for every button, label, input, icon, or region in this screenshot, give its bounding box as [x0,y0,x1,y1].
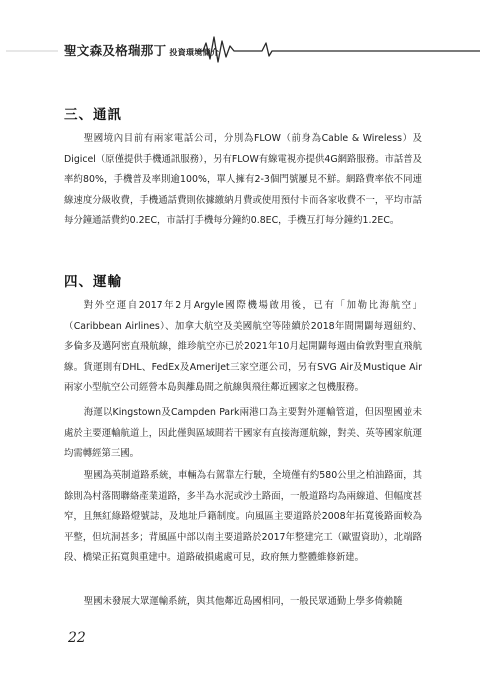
paragraph-communications: 聖國境內目前有兩家電話公司，分別為FLOW（前身為Cable & Wireless）及Digicel（原僅提供手機通訊服務），另有FLOW有線電視亦提供4G網路服務。市話普及率約80%，手機普及率則逾100%，單人擁有2-3個門號屢見不鮮。網路費率依不同連線速度分級收費，手機通話費則依據繳納月費或使用預付卡而各家收費不一，平均市話每分鐘通話費約0.2EC，市話打手機每分鐘約0.8EC，手機互打每分鐘約1.2EC。 [64,133,422,226]
section-heading-transportation: 四、運輸 [64,274,122,290]
paragraph-road-system: 聖國為英制道路系統，車輛為右駕靠左行駛，全境僅有約580公里之柏油路面，其餘則為村落間聯絡產業道路，多半為水泥或沙土路面，一般道路均為兩線道、但幅度甚窄，且無紅綠路燈號誌，及地址戶籍制度。向風區主要道路於2008年拓寬後路面較為平整，但坑洞甚多；背風區中部以南主要道路於2017年整建完工（歐盟資助），北端路段、橋梁正拓寬與重建中。道路破損處處可見，政府無力整體維修新建。 [64,470,422,563]
section-heading-communications: 三、通訊 [64,107,122,123]
paragraph-air-transport: 對外空運自2017年2月Argyle國際機場啟用後，已有「加勒比海航空」（Caribbean Airlines）、加拿大航空及美國航空等陸續於2018年間開闢每週紐約、多倫多及邁阿密直飛航線，維珍航空亦已於2021年10月起開闢每週由倫敦對聖直飛航線。貨運則有DHL、FedEx及AmeriJet三家空運公司，另有SVG Air及Mustique Air兩家小型航空公司經營本島與離島間之航線與飛往鄰近國家之包機服務。 [64,300,422,393]
paragraph-public-transport: 聖國未發展大眾運輸系統，與其他鄰近島國相同，一般民眾通勤上學多倚賴隨 [83,596,403,607]
header-title-main: 聖文森及格瑞那丁 [64,43,167,58]
page-header [0,0,480,70]
header-subtitle: 投資環境簡介 [169,48,220,57]
header-title [64,41,219,59]
page-number: 22 [68,630,86,646]
paragraph-sea-transport: 海運以Kingstown及Campden Park兩港口為主要對外運輸管道，但因聖國並未處於主要運輸航道上，因此僅與區域間若干國家有直接海運航線，對美、英等國家航運均需轉經第三國。 [64,407,422,459]
